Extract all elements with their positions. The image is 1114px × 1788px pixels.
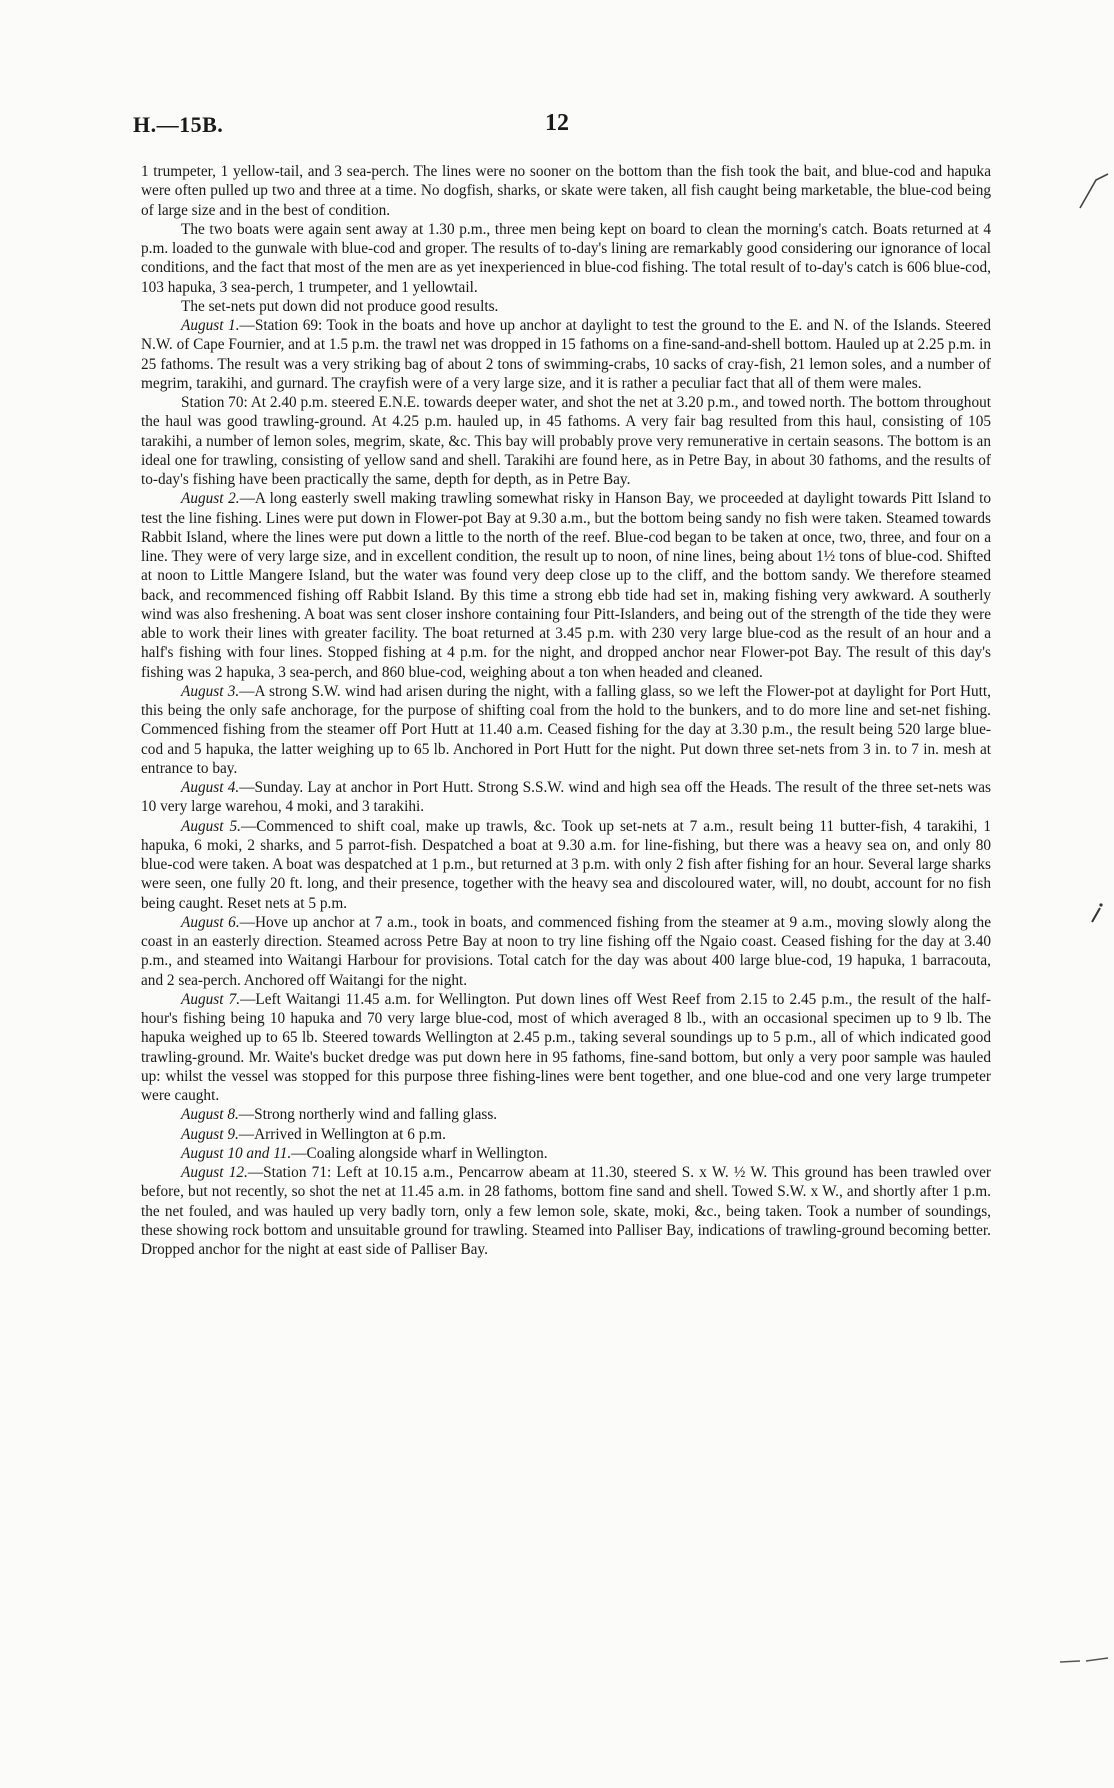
- paragraph-text: —Station 71: Left at 10.15 a.m., Pencarrow abeam at 11.30, steered S. x W. ½ W. This ground has been trawled over before, but not recently, so shot the net at 11.45 a.m. in 28 fathoms, bottom fine sand and shell. Towed S.W. x W., and shortly after 1 p.m. the net fouled, and was hauled up very badly torn, only a few lemon sole, skate, moki, &c., being taken. Took a number of soundings, these showing rock bottom and unsuitable ground for trawling. Steamed into Palliser Bay, indications of trawling-ground becoming better. Dropped anchor for the night at east side of Palliser Bay.: [141, 1164, 991, 1258]
- paragraph-text: —Strong northerly wind and falling glass.: [238, 1106, 498, 1124]
- paragraph-text: 1 trumpeter, 1 yellow-tail, and 3 sea-perch. The lines were no sooner on the bottom than the fish took the bait, and blue-cod and hapuka were often pulled up two and three at a time. No dogfish, sharks, or skate were taken, all fish caught being marketable, the blue-cod being of large size and in the best of condition.: [141, 163, 991, 219]
- paragraph: [141, 990, 991, 1106]
- paragraph: [141, 1125, 991, 1144]
- paragraph: [141, 220, 991, 297]
- margin-tick-mark-icon: [1078, 170, 1110, 210]
- paragraph-date: August 5.: [181, 817, 241, 835]
- paragraph-text: —A long easterly swell making trawling somewhat risky in Hanson Bay, we proceeded at daylight towards Pitt Island to test the line fishing. Lines were put down in Flower-pot Bay at 9.30 a.m., but the bottom being sandy no fish were taken. Steamed towards Rabbit Island, where the lines were put down a little to the north of the reef. Blue-cod began to be taken at once, two, three, and four on a line. They were of very large size, and in excellent condition, the result up to noon, of nine lines, being about 1½ tons of blue-cod. Shifted at noon to Little Mangere Island, but the water was found very deep close up to the cliff, and the bottom sandy. We therefore steamed back, and recommenced fishing off Rabbit Island. By this time a strong ebb tide had set in, making fishing very awkward. A southerly wind was also freshening. A boat was sent closer inshore containing four Pitt-Islanders, and being out of the strength of the tide they were able to work their lines with greater facility. The boat returned at 3.45 p.m. with 230 very large blue-cod as the result of an hour and a half's fishing with four lines. Stopped fishing at 4 p.m. for the night, and dropped anchor near Flower-pot Bay. The result of this day's fishing was 2 hapuka, 3 sea-perch, and 860 blue-cod, weighing about a ton when headed and cleaned.: [141, 490, 992, 681]
- paragraph-text: —Left Waitangi 11.45 a.m. for Wellington. Put down lines off West Reef from 2.15 to 2.45 p.m., the result of the half-hour's fishing being 10 hapuka and 70 very large blue-cod, most of which averaged 8 lb., with an occasional specimen up to 9 lb. The hapuka weighed up to 65 lb. Steered towards Wellington at 2.45 p.m., taking several soundings up to 5 p.m., all of which indicated good trawling-ground. Mr. Waite's bucket dredge was put down here in 95 fathoms, fine-sand bottom, but only a very poor sample was hauled up: whilst the vessel was stopped for this purpose three fishing-lines were bent together, and one blue-cod and one very large trumpeter were caught.: [141, 990, 991, 1104]
- paragraph-date: August 6.: [181, 913, 240, 931]
- paragraph-text: —Hove up anchor at 7 a.m., took in boats, and commenced fishing from the steamer at 9 a.m., moving slowly along the coast in an easterly direction. Steamed across Petre Bay at noon to try line fishing off the Ngaio coast. Ceased fishing for the day at 3.40 p.m., and steamed into Waitangi Harbour for provisions. Total catch for the day was about 400 large blue-cod, 19 hapuka, 1 barracouta, and 2 sea-perch. Anchored off Waitangi for the night.: [141, 913, 991, 989]
- paragraph-text: —Station 69: Took in the boats and hove up anchor at daylight to test the ground to the E. and N. of the Islands. Steered N.W. of Cape Fournier, and at 1.5 p.m. the trawl net was dropped in 15 fathoms on a fine-sand-and-shell bottom. Hauled up at 2.25 p.m. in 25 fathoms. The result was a very striking bag of about 2 tons of swimming-crabs, 10 sacks of cray-fish, 21 lemon soles, and a number of megrim, tarakihi, and gurnard. The crayfish were of a very large size, and it is rather a peculiar fact that all of them were males.: [141, 317, 991, 392]
- paragraph-date: August 9.: [181, 1125, 239, 1143]
- paragraph-text: The two boats were again sent away at 1.30 p.m., three men being kept on board to clean the morning's catch. Boats returned at 4 p.m. loaded to the gunwale with blue-cod and groper. The results of to-day's lining are remarkably good considering our ignorance of local conditions, and the fact that most of the men are as yet inexperienced in blue-cod fishing. The total result of to-day's catch is 606 blue-cod, 103 hapuka, 3 sea-perch, 1 trumpeter, and 1 yellowtail.: [141, 220, 991, 296]
- paragraph-text: —Arrived in Wellington at 6 p.m.: [238, 1125, 446, 1143]
- paragraph: [141, 1144, 991, 1163]
- paragraph: [141, 1163, 991, 1259]
- document-reference: H.—15B.: [133, 112, 224, 137]
- paragraph-date: August 7.: [181, 990, 241, 1008]
- page-header: [133, 112, 993, 142]
- paragraph-date: August 10 and 11.: [181, 1144, 292, 1162]
- paragraph: [141, 393, 991, 489]
- body-text: [141, 162, 991, 1259]
- page-number: 12: [545, 110, 569, 136]
- paragraph: [141, 778, 991, 817]
- paragraph-date: August 2.: [181, 490, 240, 508]
- paragraph: [141, 913, 991, 990]
- paragraph: [141, 1105, 991, 1124]
- paragraph-date: August 8.: [181, 1106, 239, 1124]
- paragraph-text: —Commenced to shift coal, make up trawls, &c. Took up set-nets at 7 a.m., result being 11 butter-fish, 4 tarakihi, 1 hapuka, 6 moki, 2 sharks, and 5 parrot-fish. Despatched a boat at 9.30 a.m. for line-fishing, but there was a heavy sea on, and only 80 blue-cod were taken. A boat was despatched at 1 p.m., but returned at 3 p.m. with only 2 fish after fishing for an hour. Several large sharks were seen, one fully 20 ft. long, and their presence, together with the heavy sea and discoloured water, will, no doubt, account for no fish being caught. Reset nets at 5 p.m.: [141, 817, 991, 912]
- paragraph-date: August 12.: [181, 1164, 248, 1181]
- paragraph: [141, 162, 991, 220]
- paragraph: [141, 316, 991, 393]
- paragraph-text: —Coaling alongside wharf in Wellington.: [291, 1144, 548, 1162]
- paragraph-text: Station 70: At 2.40 p.m. steered E.N.E. towards deeper water, and shot the net at 3.20 p.m., and towed north. The bottom throughout the haul was good trawling-ground. At 4.25 p.m. hauled up, in 45 fathoms. A very fair bag resulted from this haul, consisting of 105 tarakihi, a number of lemon soles, megrim, skate, &c. This bay will probably prove very remunerative in certain seasons. The bottom is an ideal one for trawling, consisting of yellow sand and shell. Tarakihi are found here, as in Petre Bay, in about 30 fathoms, and the results of to-day's fishing have been practically the same, depth for depth, as in Petre Bay.: [141, 394, 991, 488]
- paragraph: [141, 297, 991, 316]
- paragraph-date: August 1.: [181, 317, 240, 334]
- paragraph-text: The set-nets put down did not produce good results.: [181, 297, 499, 315]
- paragraph: [141, 682, 991, 778]
- margin-dash-mark-icon: [1058, 1654, 1110, 1666]
- paragraph-date: August 3.: [181, 682, 240, 700]
- paragraph-text: —Sunday. Lay at anchor in Port Hutt. Strong S.S.W. wind and high sea off the Heads. The result of the three set-nets was 10 very large warehou, 4 moki, and 3 tarakihi.: [141, 779, 991, 816]
- margin-tick-mark-icon: [1090, 902, 1104, 924]
- paragraph: [141, 817, 991, 913]
- paragraph-date: August 4.: [181, 779, 240, 796]
- paragraph: [141, 489, 991, 682]
- paragraph-text: —A strong S.W. wind had arisen during the night, with a falling glass, so we left the Flower-pot at daylight for Port Hutt, this being the only safe anchorage, for the purpose of shifting coal from the hold to the bunkers, and to do more line and set-net fishing. Commenced fishing from the steamer off Port Hutt at 11.40 a.m. Ceased fishing for the day at 3.30 p.m., the result being 520 large blue-cod and 5 hapuka, the latter weighing up to 65 lb. Anchored in Port Hutt for the night. Put down three set-nets from 3 in. to 7 in. mesh at entrance to bay.: [141, 682, 991, 777]
